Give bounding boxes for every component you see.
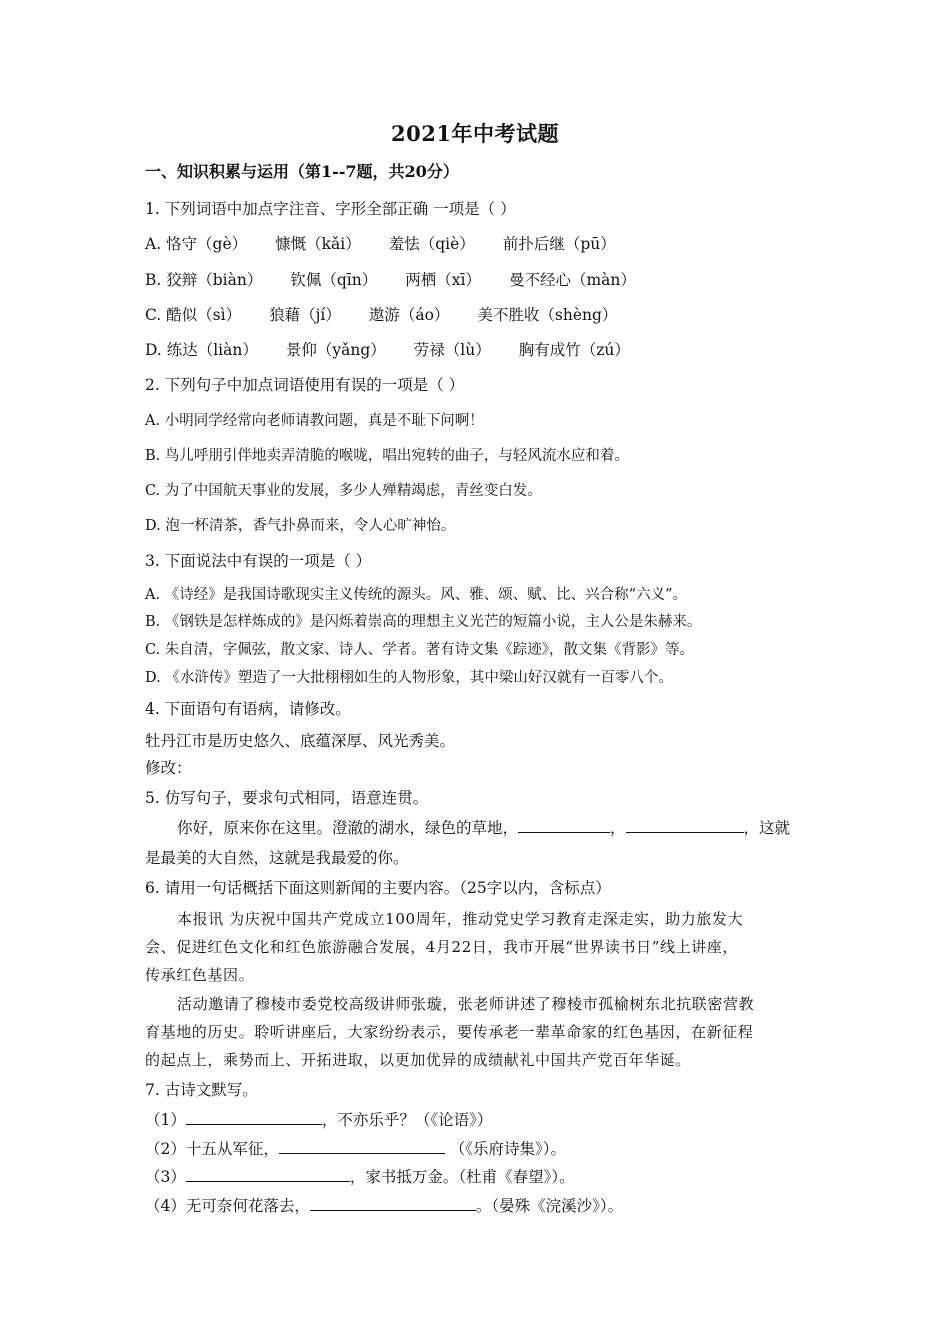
q2-option-c: C. 为了中国航天事业的发展，多少人殚精竭虑，青丝变白发。: [145, 483, 542, 499]
q5-stem: 5. 仿写句子，要求句式相同，语意连贯。: [145, 789, 429, 807]
news-line-3: 传承红色基因。: [145, 966, 255, 984]
q7-blank-3[interactable]: [186, 1167, 350, 1182]
q4-fix-label: 修改：: [145, 759, 192, 777]
q4-stem: 4. 下面语句有语病，请修改。: [145, 700, 351, 718]
q5-blank-2[interactable]: [626, 818, 744, 833]
q3-stem: 3. 下面说法中有误的一项是（ ）: [145, 552, 372, 570]
q5-line1: 你好，原来你在这里。澄澈的湖水，绿色的草地， ， ，这就: [177, 819, 791, 837]
q4-sentence: 牡丹江市是历史悠久、底蕴深厚、风光秀美。: [145, 732, 456, 750]
q3-option-c: C. 朱自清，字佩弦，散文家、诗人、学者。著有诗文集《踪迹》，散文集《背影》等。: [145, 642, 695, 658]
q7-item-1: （1） ，不亦乐乎？（《论语》）: [145, 1111, 493, 1129]
q7-item-4: （4）无可奈何花落去， 。（晏殊《浣溪沙》）。: [145, 1197, 624, 1215]
q7-item-3: （3） ，家书抵万金。（杜甫《春望》）。: [145, 1168, 575, 1186]
q2-stem: 2. 下列句子中加点词语使用有误的一项是（ ）: [145, 376, 465, 394]
q5-line2: 是最美的大自然，这就是我最爱的你。: [145, 849, 409, 867]
news-line-6: 的起点上，乘势而上、开拓进取，以更加优异的成绩献礼中国共产党百年华诞。: [145, 1051, 692, 1069]
q7-blank-4[interactable]: [310, 1196, 476, 1211]
q3-option-a: A. 《诗经》是我国诗歌现实主义传统的源头。风、雅、颂、赋、比、兴合称“六义”。: [145, 587, 688, 603]
section-heading: 一、知识积累与运用（第1--7题，共20分）: [145, 162, 459, 181]
news-line-2: 会、促进红色文化和红色旅游融合发展，4月22日，我市开展“世界读书日”线上讲座，: [145, 938, 738, 956]
q2-option-a: A. 小明同学经常向老师请教问题，真是不耻下问啊！: [145, 413, 484, 429]
q5-blank-1[interactable]: [518, 818, 610, 833]
q1-option-b: B. 狡辩（biàn） 钦佩（qīn） 两栖（xī） 曼不经心（màn）: [145, 271, 636, 289]
q3-option-d: D. 《水浒传》塑造了一大批栩栩如生的人物形象，其中梁山好汉就有一百零八个。: [145, 670, 673, 686]
q3-option-b: B. 《钢铁是怎样炼成的》是闪烁着崇高的理想主义光芒的短篇小说，主人公是朱赫来。: [145, 614, 702, 630]
q2-option-b: B. 鸟儿呼朋引伴地卖弄清脆的喉咙，唱出宛转的曲子，与轻风流水应和着。: [145, 448, 629, 464]
news-line-5: 育基地的历史。聆听讲座后，大家纷纷表示，要传承老一辈革命家的红色基因，在新征程: [145, 1023, 754, 1041]
page-title: 2021年中考试题: [391, 121, 559, 146]
q7-stem: 7. 古诗文默写。: [145, 1081, 258, 1099]
q7-blank-2[interactable]: [279, 1139, 445, 1154]
news-line-4: 活动邀请了穆棱市委党校高级讲师张璇，张老师讲述了穆棱市孤榆树东北抗联密营教: [177, 995, 755, 1013]
q1-option-d: D. 练达（liàn） 景仰（yǎng） 劳禄（lù） 胸有成竹（zú）: [145, 341, 630, 359]
q1-option-a: A. 恪守（gè） 慷慨（kǎi） 羞怯（qiè） 前扑后继（pū）: [145, 235, 616, 253]
news-line-1: 本报讯 为庆祝中国共产党成立100周年，推动党史学习教育走深走实，助力旅发大: [177, 910, 744, 928]
q7-item-2: （2）十五从军征， （《乐府诗集》）。: [145, 1140, 567, 1158]
q7-blank-1[interactable]: [186, 1110, 322, 1125]
q2-option-d: D. 泡一杯清茶，香气扑鼻而来，令人心旷神怡。: [145, 518, 456, 534]
q1-stem: 1. 下列词语中加点字注音、字形全部正确 一项是（ ）: [145, 200, 516, 218]
q6-stem: 6. 请用一句话概括下面这则新闻的主要内容。（25字以内，含标点）: [145, 879, 611, 897]
q1-option-c: C. 酷似（sì） 狼藉（jí） 遨游（áo） 美不胜收（shèng）: [145, 306, 618, 324]
